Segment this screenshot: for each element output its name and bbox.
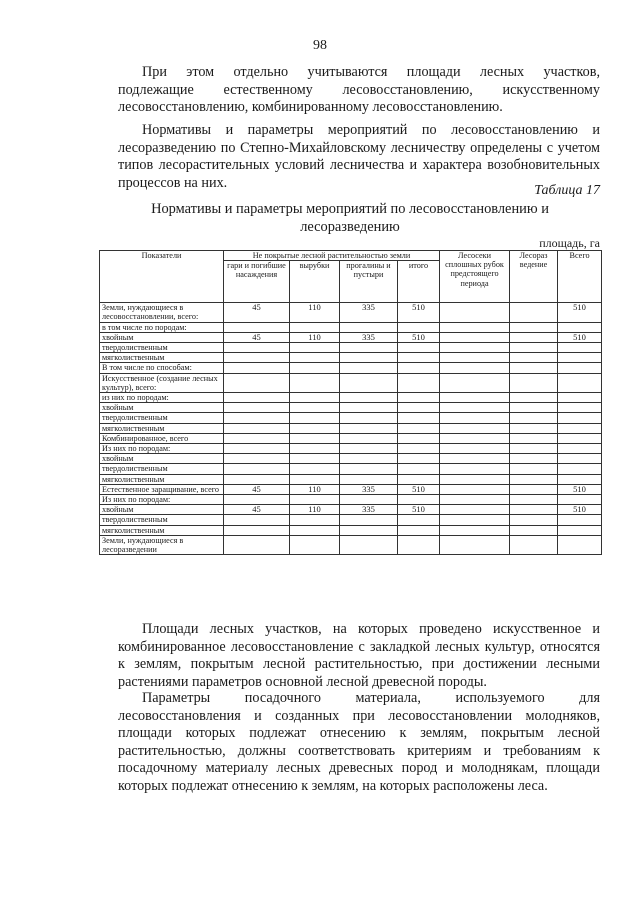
- cell-burned: 45: [224, 484, 290, 494]
- header-clearings: вырубки: [290, 261, 340, 303]
- table-row: [100, 413, 602, 423]
- cell-total: [558, 373, 602, 392]
- row-label: мягколиственным: [100, 353, 224, 363]
- row-label: Земли, нуждающиеся в лесовосстановлении, всего:: [100, 303, 224, 322]
- cell-cutting: [440, 433, 510, 443]
- table-label: Таблица 17: [534, 183, 600, 198]
- cell-afforest: [510, 363, 558, 373]
- cell-burned: [224, 454, 290, 464]
- cell-glades: [340, 353, 398, 363]
- header-subtotal: итого: [398, 261, 440, 303]
- cell-cutting: [440, 454, 510, 464]
- cell-burned: [224, 495, 290, 505]
- cell-glades: [340, 423, 398, 433]
- cell-cutting: [440, 515, 510, 525]
- cell-total: [558, 515, 602, 525]
- table-row: [100, 393, 602, 403]
- cell-glades: [340, 525, 398, 535]
- text-line: которых подлежат отнесению к землям, на которых расположены леса.: [118, 777, 548, 794]
- cell-subtotal: [398, 353, 440, 363]
- cell-cutting: [440, 525, 510, 535]
- cell-clearings: [290, 343, 340, 353]
- row-label: твердолиственным: [100, 413, 224, 423]
- cell-afforest: [510, 484, 558, 494]
- table-row: [100, 363, 602, 373]
- cell-subtotal: [398, 343, 440, 353]
- cell-subtotal: [398, 393, 440, 403]
- table-row: [100, 474, 602, 484]
- cell-subtotal: [398, 464, 440, 474]
- cell-glades: [340, 495, 398, 505]
- cell-total: [558, 423, 602, 433]
- cell-afforest: [510, 322, 558, 332]
- norms-paragraph: [118, 122, 600, 192]
- intro-paragraph: [118, 64, 600, 117]
- cell-afforest: [510, 303, 558, 322]
- cell-burned: [224, 403, 290, 413]
- text-line: типов лесорастительных условий лесничества и характера возобновительных: [118, 157, 600, 174]
- cell-burned: [224, 423, 290, 433]
- cell-afforest: [510, 433, 558, 443]
- header-afforestation: Лесораз ведение: [510, 251, 558, 303]
- table-row: [100, 505, 602, 515]
- cell-cutting: [440, 464, 510, 474]
- text-line: растительностью, должны соответствовать критериям и требованиям к: [118, 742, 600, 759]
- cell-clearings: [290, 444, 340, 454]
- row-label: в том числе по породам:: [100, 322, 224, 332]
- cell-glades: [340, 363, 398, 373]
- closing-paragraph-1: [118, 621, 600, 691]
- header-cutting-areas: Лесосеки сплошных рубок предстоящего периода: [440, 251, 510, 303]
- text-line: подлежащие естественному лесовосстановлению, искусственному: [118, 81, 600, 98]
- cell-total: [558, 464, 602, 474]
- table-row: [100, 322, 602, 332]
- cell-cutting: [440, 495, 510, 505]
- cell-glades: [340, 444, 398, 454]
- cell-glades: [340, 454, 398, 464]
- row-label: Земли, нуждающиеся в лесоразведении: [100, 535, 224, 554]
- cell-cutting: [440, 322, 510, 332]
- cell-total: [558, 363, 602, 373]
- row-label: Естественное заращивание, всего: [100, 484, 224, 494]
- cell-glades: [340, 535, 398, 554]
- row-label: твердолиственным: [100, 515, 224, 525]
- cell-clearings: [290, 423, 340, 433]
- cell-afforest: [510, 474, 558, 484]
- table-row: [100, 403, 602, 413]
- cell-burned: [224, 393, 290, 403]
- cell-total: [558, 343, 602, 353]
- cell-clearings: [290, 393, 340, 403]
- row-label: из них по породам:: [100, 393, 224, 403]
- row-label: твердолиственным: [100, 464, 224, 474]
- cell-subtotal: 510: [398, 303, 440, 322]
- cell-total: [558, 403, 602, 413]
- cell-glades: 335: [340, 332, 398, 342]
- cell-glades: [340, 515, 398, 525]
- cell-cutting: [440, 444, 510, 454]
- cell-total: [558, 353, 602, 363]
- cell-afforest: [510, 413, 558, 423]
- cell-glades: [340, 322, 398, 332]
- cell-subtotal: [398, 413, 440, 423]
- cell-burned: [224, 474, 290, 484]
- cell-total: [558, 433, 602, 443]
- cell-clearings: [290, 413, 340, 423]
- cell-clearings: [290, 495, 340, 505]
- closing-paragraph-2: [118, 690, 600, 796]
- cell-cutting: [440, 353, 510, 363]
- table-title-line: лесоразведению: [300, 219, 400, 235]
- cell-subtotal: [398, 535, 440, 554]
- text-line: лесоразведению по Степно-Михайловскому лесничеству определены с учетом: [118, 139, 600, 156]
- text-line: Площади лесных участков, на которых проведено искусственное и: [142, 621, 600, 637]
- cell-clearings: 110: [290, 332, 340, 342]
- cell-afforest: [510, 535, 558, 554]
- cell-clearings: [290, 454, 340, 464]
- table-row: [100, 464, 602, 474]
- cell-afforest: [510, 393, 558, 403]
- cell-cutting: [440, 423, 510, 433]
- cell-afforest: [510, 495, 558, 505]
- cell-glades: 335: [340, 505, 398, 515]
- cell-clearings: [290, 373, 340, 392]
- cell-total: [558, 322, 602, 332]
- cell-glades: [340, 343, 398, 353]
- cell-afforest: [510, 423, 558, 433]
- cell-cutting: [440, 403, 510, 413]
- cell-clearings: [290, 464, 340, 474]
- row-label: Комбинированное, всего: [100, 433, 224, 443]
- cell-total: 510: [558, 303, 602, 322]
- header-uncovered-lands: Не покрытые лесной растительностью земли: [224, 251, 440, 261]
- cell-burned: 45: [224, 332, 290, 342]
- cell-clearings: [290, 474, 340, 484]
- header-glades: прогалины и пустыри: [340, 261, 398, 303]
- table-row: [100, 444, 602, 454]
- table-row: [100, 423, 602, 433]
- text-line: комбинированное лесовосстановление с закладкой лесных культур, относятся: [118, 638, 600, 655]
- cell-burned: [224, 343, 290, 353]
- text-line: лесовосстановлению, комбинированному лесовосстановлению.: [118, 99, 503, 116]
- cell-afforest: [510, 525, 558, 535]
- cell-afforest: [510, 505, 558, 515]
- cell-cutting: [440, 363, 510, 373]
- text-line: посадочному материалу лесных древесных пород и молоднякам, площади: [118, 760, 600, 777]
- cell-subtotal: 510: [398, 484, 440, 494]
- cell-subtotal: [398, 525, 440, 535]
- cell-burned: [224, 464, 290, 474]
- cell-cutting: [440, 332, 510, 342]
- cell-subtotal: [398, 322, 440, 332]
- text-line: площади которых подлежат отнесению к землям, покрытым лесной: [118, 725, 600, 742]
- row-label: мягколиственным: [100, 525, 224, 535]
- table-row: [100, 332, 602, 342]
- cell-glades: [340, 403, 398, 413]
- cell-total: [558, 535, 602, 554]
- cell-afforest: [510, 454, 558, 464]
- cell-glades: [340, 474, 398, 484]
- cell-subtotal: [398, 444, 440, 454]
- cell-clearings: 110: [290, 505, 340, 515]
- cell-afforest: [510, 353, 558, 363]
- row-label: Из них по породам:: [100, 444, 224, 454]
- row-label: мягколиственным: [100, 423, 224, 433]
- table-row: [100, 433, 602, 443]
- cell-cutting: [440, 535, 510, 554]
- row-label: хвойным: [100, 332, 224, 342]
- text-line: процессов на них.: [118, 174, 228, 191]
- cell-glades: [340, 464, 398, 474]
- text-line: Нормативы и параметры мероприятий по лесовосстановлению и: [142, 122, 600, 138]
- cell-subtotal: [398, 454, 440, 464]
- text-line: растениями параметров основной лесной древесной породы.: [118, 673, 487, 690]
- cell-cutting: [440, 505, 510, 515]
- cell-cutting: [440, 373, 510, 392]
- header-total: Всего: [558, 251, 602, 303]
- table-row: [100, 515, 602, 525]
- cell-afforest: [510, 373, 558, 392]
- table-row: [100, 454, 602, 464]
- row-label: Искусственное (создание лесных культур), всего:: [100, 373, 224, 392]
- cell-afforest: [510, 343, 558, 353]
- cell-cutting: [440, 413, 510, 423]
- cell-total: 510: [558, 505, 602, 515]
- cell-glades: 335: [340, 303, 398, 322]
- cell-cutting: [440, 303, 510, 322]
- cell-burned: [224, 373, 290, 392]
- cell-subtotal: [398, 515, 440, 525]
- cell-clearings: [290, 363, 340, 373]
- cell-total: 510: [558, 332, 602, 342]
- cell-total: [558, 444, 602, 454]
- cell-clearings: [290, 535, 340, 554]
- row-label: хвойным: [100, 454, 224, 464]
- header-indicator: Показатели: [100, 251, 224, 303]
- table-row: [100, 484, 602, 494]
- cell-subtotal: [398, 363, 440, 373]
- cell-total: [558, 413, 602, 423]
- cell-burned: [224, 444, 290, 454]
- cell-clearings: [290, 433, 340, 443]
- cell-burned: 45: [224, 303, 290, 322]
- row-label: хвойным: [100, 403, 224, 413]
- cell-clearings: [290, 403, 340, 413]
- cell-subtotal: [398, 495, 440, 505]
- row-label: мягколиственным: [100, 474, 224, 484]
- cell-burned: [224, 525, 290, 535]
- cell-afforest: [510, 464, 558, 474]
- row-label: твердолиственным: [100, 343, 224, 353]
- table-title: [100, 200, 600, 236]
- table-body: [100, 303, 602, 555]
- cell-clearings: 110: [290, 303, 340, 322]
- cell-total: [558, 525, 602, 535]
- text-line: При этом отдельно учитываются площади лесных участков,: [142, 64, 600, 80]
- cell-clearings: [290, 515, 340, 525]
- cell-glades: [340, 413, 398, 423]
- cell-afforest: [510, 444, 558, 454]
- cell-clearings: [290, 353, 340, 363]
- cell-burned: [224, 433, 290, 443]
- page-number: 98: [313, 38, 327, 53]
- cell-total: [558, 454, 602, 464]
- cell-subtotal: [398, 423, 440, 433]
- row-label: хвойным: [100, 505, 224, 515]
- cell-total: [558, 474, 602, 484]
- cell-total: 510: [558, 484, 602, 494]
- cell-total: [558, 495, 602, 505]
- cell-cutting: [440, 393, 510, 403]
- cell-total: [558, 393, 602, 403]
- cell-cutting: [440, 343, 510, 353]
- table-row: [100, 303, 602, 322]
- cell-burned: [224, 363, 290, 373]
- cell-clearings: [290, 322, 340, 332]
- cell-subtotal: [398, 433, 440, 443]
- row-label: Из них по породам:: [100, 495, 224, 505]
- cell-subtotal: 510: [398, 332, 440, 342]
- cell-burned: [224, 322, 290, 332]
- cell-burned: [224, 535, 290, 554]
- table-row: [100, 353, 602, 363]
- text-line: к землям, покрытым лесной растительностью, при достижении лесными: [118, 656, 600, 673]
- header-burned: гари и погибшие насаждения: [224, 261, 290, 303]
- table-row: [100, 343, 602, 353]
- cell-afforest: [510, 403, 558, 413]
- table-row: [100, 373, 602, 392]
- cell-cutting: [440, 474, 510, 484]
- cell-clearings: 110: [290, 484, 340, 494]
- cell-glades: [340, 393, 398, 403]
- table-title-line: Нормативы и параметры мероприятий по лесовосстановлению и: [151, 201, 549, 217]
- cell-subtotal: 510: [398, 505, 440, 515]
- cell-glades: [340, 373, 398, 392]
- table-row: [100, 535, 602, 554]
- cell-burned: [224, 353, 290, 363]
- cell-burned: [224, 515, 290, 525]
- table-row: [100, 525, 602, 535]
- cell-glades: [340, 433, 398, 443]
- cell-subtotal: [398, 403, 440, 413]
- cell-glades: 335: [340, 484, 398, 494]
- table-unit: площадь, га: [539, 236, 600, 250]
- cell-subtotal: [398, 474, 440, 484]
- cell-burned: [224, 413, 290, 423]
- text-line: лесовосстановления и созданных при лесовосстановлении молодняков,: [118, 707, 600, 724]
- cell-burned: 45: [224, 505, 290, 515]
- row-label: В том числе по способам:: [100, 363, 224, 373]
- cell-subtotal: [398, 373, 440, 392]
- norms-table: [99, 250, 602, 555]
- text-line: Параметры посадочного материала, используемого для: [142, 690, 600, 706]
- cell-afforest: [510, 332, 558, 342]
- cell-clearings: [290, 525, 340, 535]
- table-row: [100, 495, 602, 505]
- cell-afforest: [510, 515, 558, 525]
- cell-cutting: [440, 484, 510, 494]
